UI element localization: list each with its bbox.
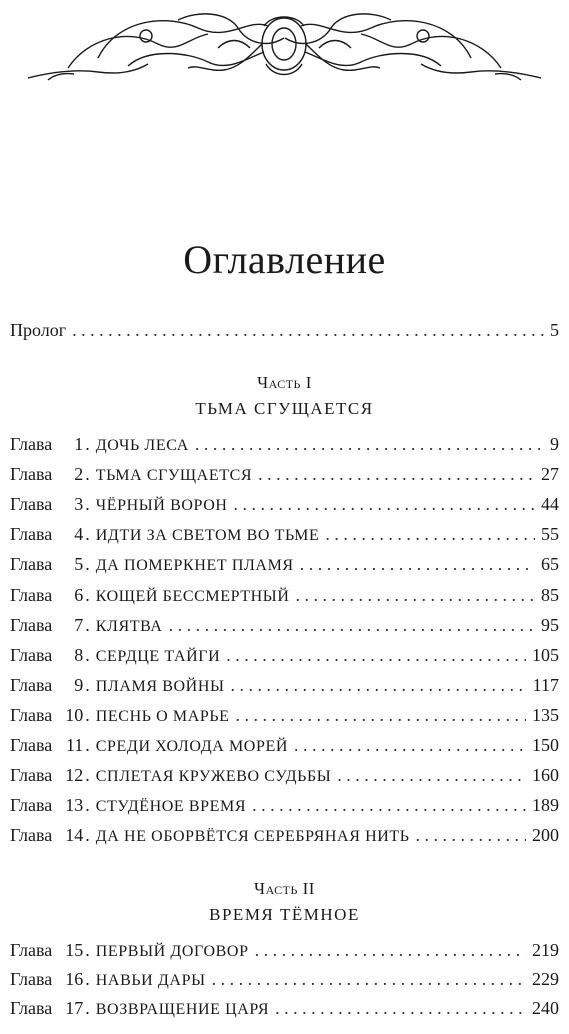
chapter-page: 65 xyxy=(541,554,559,575)
dot-leader xyxy=(296,585,535,606)
chapter-title: КЛЯТВА xyxy=(95,617,163,635)
part-1-label: Часть I xyxy=(257,373,312,392)
chapter-number: 17 xyxy=(65,998,84,1018)
chapter-label xyxy=(10,464,252,485)
chapter-page: 150 xyxy=(532,735,559,755)
chapter-title: ДА НЕ ОБОРВЁТСЯ СЕРЕБРЯНАЯ НИТЬ xyxy=(95,828,410,846)
chapter-title: ВОЗВРАЩЕНИЕ ЦАРЯ xyxy=(95,1001,270,1018)
dot-leader xyxy=(255,940,526,961)
part-2-label: Часть II xyxy=(254,879,315,898)
toc-entry-chapter[interactable] xyxy=(10,998,559,1024)
number-dot: . xyxy=(85,434,90,454)
dot-leader xyxy=(72,320,544,341)
dot-leader xyxy=(337,765,526,786)
chapter-label xyxy=(10,969,206,990)
part-2-title: ВРЕМЯ ТЁМНОЕ xyxy=(209,905,360,924)
toc-entry-chapter[interactable] xyxy=(10,464,559,490)
dot-leader xyxy=(300,554,535,575)
chapter-word: Глава xyxy=(10,584,53,605)
chapter-page: 240 xyxy=(532,998,559,1018)
chapter-number: 5 xyxy=(74,554,84,575)
chapter-number: 9 xyxy=(74,674,84,695)
chapter-number: 10 xyxy=(65,704,84,725)
chapter-word: Глава xyxy=(10,494,53,515)
chapter-title: ИДТИ ЗА СВЕТОМ ВО ТЬМЕ xyxy=(95,527,320,545)
chapter-number: 6 xyxy=(74,584,84,605)
number-dot: . xyxy=(85,795,90,816)
chapter-page: 219 xyxy=(532,940,559,960)
chapter-label xyxy=(10,765,331,786)
chapter-title: КОЩЕЙ БЕССМЕРТНЫЙ xyxy=(95,587,290,605)
chapter-title: СТУДЁНОЕ ВРЕМЯ xyxy=(95,798,247,816)
toc-entry-chapter[interactable] xyxy=(10,795,559,821)
dot-leader xyxy=(294,735,526,756)
number-dot: . xyxy=(85,614,90,635)
dot-leader xyxy=(226,645,526,666)
chapter-word: Глава xyxy=(10,969,53,989)
number-dot: . xyxy=(85,584,90,605)
chapter-title: ДОЧЬ ЛЕСА xyxy=(95,437,189,454)
chapter-number: 4 xyxy=(74,524,84,545)
toc-entry-chapter[interactable] xyxy=(10,735,559,761)
chapter-label xyxy=(10,998,269,1019)
dot-leader xyxy=(195,434,544,455)
chapter-title: СРЕДИ ХОЛОДА МОРЕЙ xyxy=(95,738,288,755)
chapter-label xyxy=(10,705,230,726)
chapter-number: 14 xyxy=(65,825,84,846)
chapter-page: 229 xyxy=(532,969,559,989)
chapter-word: Глава xyxy=(10,554,53,575)
chapter-title: ПЕСНЬ О МАРЬЕ xyxy=(95,707,230,725)
number-dot: . xyxy=(85,554,90,575)
chapter-word: Глава xyxy=(10,464,53,485)
chapter-number: 13 xyxy=(65,795,84,816)
chapter-word: Глава xyxy=(10,765,53,786)
number-dot: . xyxy=(85,998,90,1018)
chapter-page: 160 xyxy=(532,765,559,786)
dot-leader xyxy=(212,969,526,990)
chapter-number: 15 xyxy=(65,940,84,960)
chapter-label xyxy=(10,825,410,846)
number-dot: . xyxy=(85,704,90,725)
number-dot: . xyxy=(85,825,90,846)
chapter-page: 105 xyxy=(532,644,559,665)
chapter-number: 8 xyxy=(74,644,84,665)
prologue-page: 5 xyxy=(550,320,559,340)
chapter-word: Глава xyxy=(10,735,53,755)
toc-entry-chapter[interactable] xyxy=(10,969,559,995)
chapter-title: ЧЁРНЫЙ ВОРОН xyxy=(95,497,228,515)
toc-entry-chapter[interactable] xyxy=(10,675,559,701)
chapter-word: Глава xyxy=(10,614,53,635)
chapter-label xyxy=(10,585,290,606)
chapter-title: СПЛЕТАЯ КРУЖЕВО СУДЬБЫ xyxy=(95,768,332,786)
toc-entry-chapter[interactable] xyxy=(10,940,559,966)
toc-entry-chapter[interactable] xyxy=(10,705,559,731)
chapter-title: ДА ПОМЕРКНЕТ ПЛАМЯ xyxy=(95,557,294,575)
chapter-label xyxy=(10,494,228,515)
dot-leader xyxy=(169,615,535,636)
dot-leader xyxy=(236,705,526,726)
knotwork-ornament-icon xyxy=(28,8,541,84)
chapter-page: 189 xyxy=(532,795,559,816)
dot-leader xyxy=(234,494,535,515)
chapter-number: 2 xyxy=(74,464,84,485)
chapter-number: 11 xyxy=(65,735,84,755)
toc-entry-chapter[interactable] xyxy=(10,825,559,851)
part-1-title: ТЬМА СГУЩАЕТСЯ xyxy=(195,399,374,418)
toc-entry-chapter[interactable] xyxy=(10,585,559,611)
dot-leader xyxy=(416,825,526,846)
chapter-number: 7 xyxy=(74,614,84,635)
chapter-label xyxy=(10,524,319,545)
chapter-title: СЕРДЦЕ ТАЙГИ xyxy=(95,647,221,665)
number-dot: . xyxy=(85,464,90,485)
chapter-page: 9 xyxy=(550,434,559,454)
chapter-word: Глава xyxy=(10,644,53,665)
chapter-label xyxy=(10,554,294,575)
chapter-number: 12 xyxy=(65,765,84,786)
chapter-number: 3 xyxy=(74,494,84,515)
page-title: Оглавление xyxy=(183,237,386,282)
dot-leader xyxy=(325,524,535,545)
chapter-page: 117 xyxy=(532,674,559,695)
number-dot: . xyxy=(85,735,90,755)
toc-entry-chapter[interactable] xyxy=(10,645,559,671)
number-dot: . xyxy=(85,494,90,515)
chapter-number: 16 xyxy=(65,969,84,989)
chapter-word: Глава xyxy=(10,434,53,454)
chapter-number: 1 xyxy=(74,434,84,454)
prologue-label: Пролог xyxy=(10,320,67,340)
chapter-page: 27 xyxy=(541,464,559,485)
chapter-label xyxy=(10,615,163,636)
toc-entry-chapter[interactable] xyxy=(10,554,559,580)
number-dot: . xyxy=(85,940,90,960)
chapter-label xyxy=(10,795,246,816)
chapter-label xyxy=(10,940,249,961)
toc-entry-chapter[interactable] xyxy=(10,494,559,520)
toc-entry-chapter[interactable] xyxy=(10,434,559,460)
number-dot: . xyxy=(85,969,90,989)
chapter-page: 95 xyxy=(541,614,559,635)
chapter-label xyxy=(10,735,288,756)
dot-leader xyxy=(231,675,527,696)
toc-entry-chapter[interactable] xyxy=(10,765,559,791)
chapter-page: 200 xyxy=(532,825,559,846)
chapter-word: Глава xyxy=(10,704,53,725)
chapter-word: Глава xyxy=(10,524,53,545)
chapter-title: ТЬМА СГУЩАЕТСЯ xyxy=(95,467,253,485)
chapter-label xyxy=(10,675,225,696)
chapter-page: 44 xyxy=(541,494,559,515)
chapter-title: ПЛАМЯ ВОЙНЫ xyxy=(95,677,225,695)
toc-entry-prologue[interactable] xyxy=(10,320,559,346)
toc-entry-chapter[interactable] xyxy=(10,524,559,550)
chapter-page: 135 xyxy=(532,704,559,725)
number-dot: . xyxy=(85,765,90,786)
dot-leader xyxy=(258,464,535,485)
chapter-word: Глава xyxy=(10,998,53,1018)
chapter-page: 55 xyxy=(541,524,559,545)
chapter-title: НАВЬИ ДАРЫ xyxy=(95,972,206,989)
number-dot: . xyxy=(85,674,90,695)
dot-leader xyxy=(252,795,526,816)
chapter-word: Глава xyxy=(10,674,53,695)
number-dot: . xyxy=(85,644,90,665)
dot-leader xyxy=(275,998,526,1019)
chapter-page: 85 xyxy=(541,584,559,605)
toc-entry-chapter[interactable] xyxy=(10,615,559,641)
chapter-title: ПЕРВЫЙ ДОГОВОР xyxy=(95,943,249,960)
chapter-label xyxy=(10,434,189,455)
chapter-word: Глава xyxy=(10,940,53,960)
chapter-label xyxy=(10,645,220,666)
number-dot: . xyxy=(85,524,90,545)
chapter-word: Глава xyxy=(10,825,53,846)
chapter-word: Глава xyxy=(10,795,53,816)
